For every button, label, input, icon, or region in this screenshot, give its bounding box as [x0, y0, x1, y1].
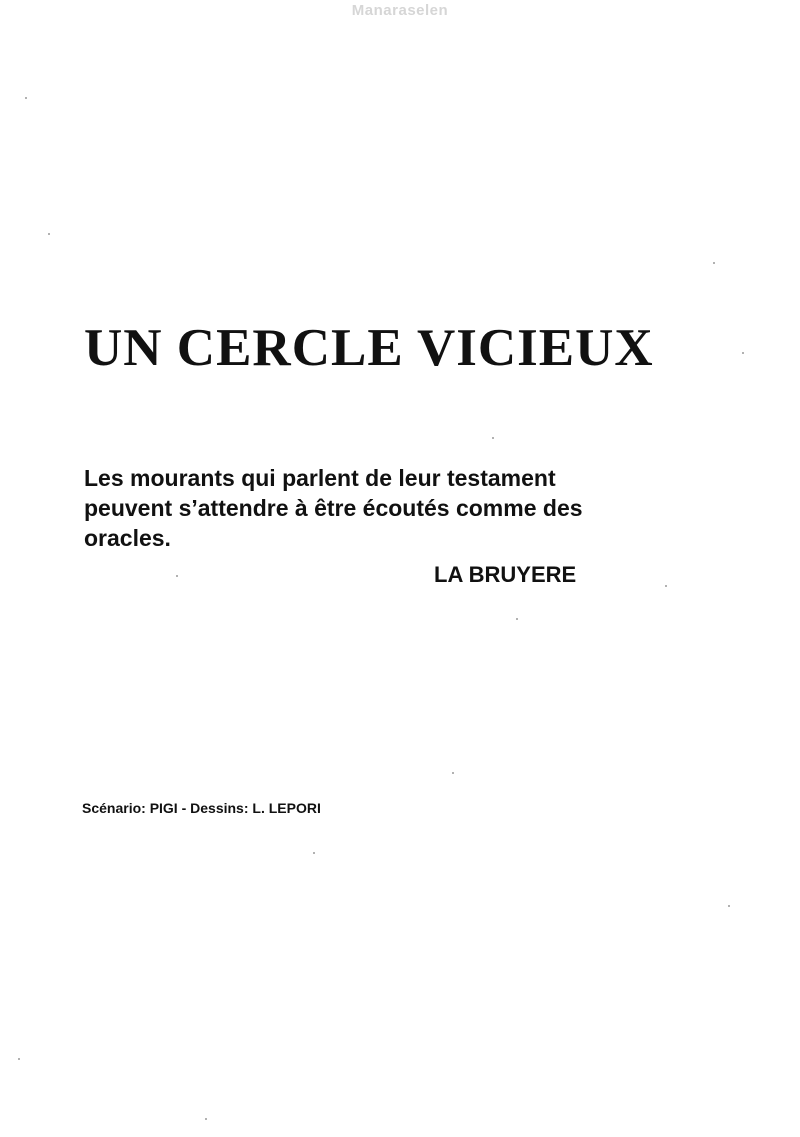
- scan-speck: [48, 233, 50, 235]
- scan-speck: [452, 772, 454, 774]
- scan-speck: [18, 1058, 20, 1060]
- quote-line-1: Les mourants qui parlent de leur testament: [84, 465, 556, 491]
- quote-line-3: oracles.: [84, 525, 171, 551]
- quote-author: LA BRUYERE: [434, 562, 577, 587]
- scan-speck: [313, 852, 315, 854]
- scan-speck: [728, 905, 730, 907]
- quote-line-2: peuvent s’attendre à être écoutés comme des: [84, 495, 583, 521]
- scan-speck: [516, 618, 518, 620]
- scan-speck: [665, 585, 667, 587]
- epigraph-quote: [84, 463, 694, 553]
- credits-line: Scénario: PIGI - Dessins: L. LEPORI: [82, 800, 321, 816]
- scan-speck: [205, 1118, 207, 1120]
- page-title: UN CERCLE VICIEUX: [84, 319, 654, 377]
- scan-speck: [25, 97, 27, 99]
- scan-speck: [742, 352, 744, 354]
- watermark: Manaraselen: [351, 2, 449, 19]
- scan-speck: [713, 262, 715, 264]
- scan-speck: [492, 437, 494, 439]
- scan-speck: [176, 575, 178, 577]
